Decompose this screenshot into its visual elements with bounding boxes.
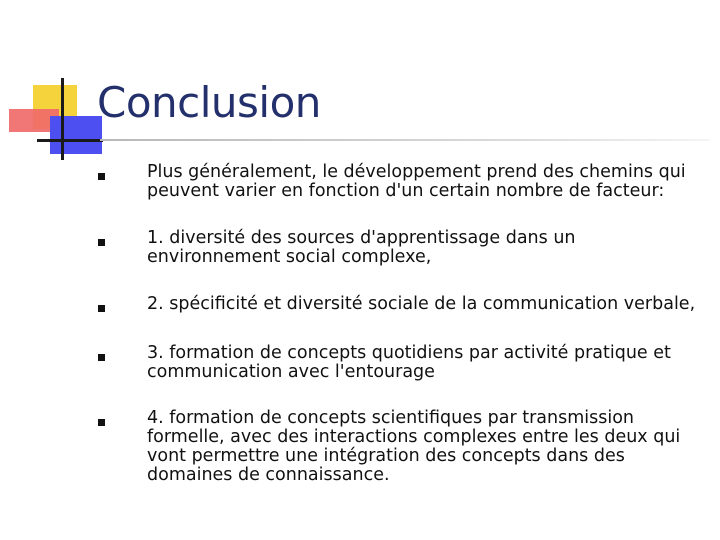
slide-title: Conclusion xyxy=(97,78,321,127)
title-underline xyxy=(100,139,710,141)
square-bullet-icon xyxy=(98,419,105,426)
decor-vertical-line xyxy=(61,78,64,160)
square-bullet-icon xyxy=(98,239,105,246)
square-bullet-icon xyxy=(98,354,105,361)
bullet-text: 3. formation de concepts quotidiens par activité pratique et communication avec l'entourage xyxy=(147,343,671,382)
bullet-text: Plus généralement, le développement prend des chemins qui peuvent varier en fonction d'un certain nombre de facteur: xyxy=(147,162,686,201)
square-bullet-icon xyxy=(98,305,105,312)
square-bullet-icon xyxy=(98,173,105,180)
bullet-text: 1. diversité des sources d'apprentissage dans un environnement social complexe, xyxy=(147,228,576,267)
decor-blue-square xyxy=(50,116,102,154)
decor-horizontal-line xyxy=(37,139,103,142)
bullet-text: 4. formation de concepts scientifiques par transmission formelle, avec des interactions complexes entre les deux qui vont permettre une intégration des concepts dans des domaines de connaissance. xyxy=(147,408,681,485)
bullet-text: 2. spécificité et diversité sociale de la communication verbale, xyxy=(147,294,696,314)
